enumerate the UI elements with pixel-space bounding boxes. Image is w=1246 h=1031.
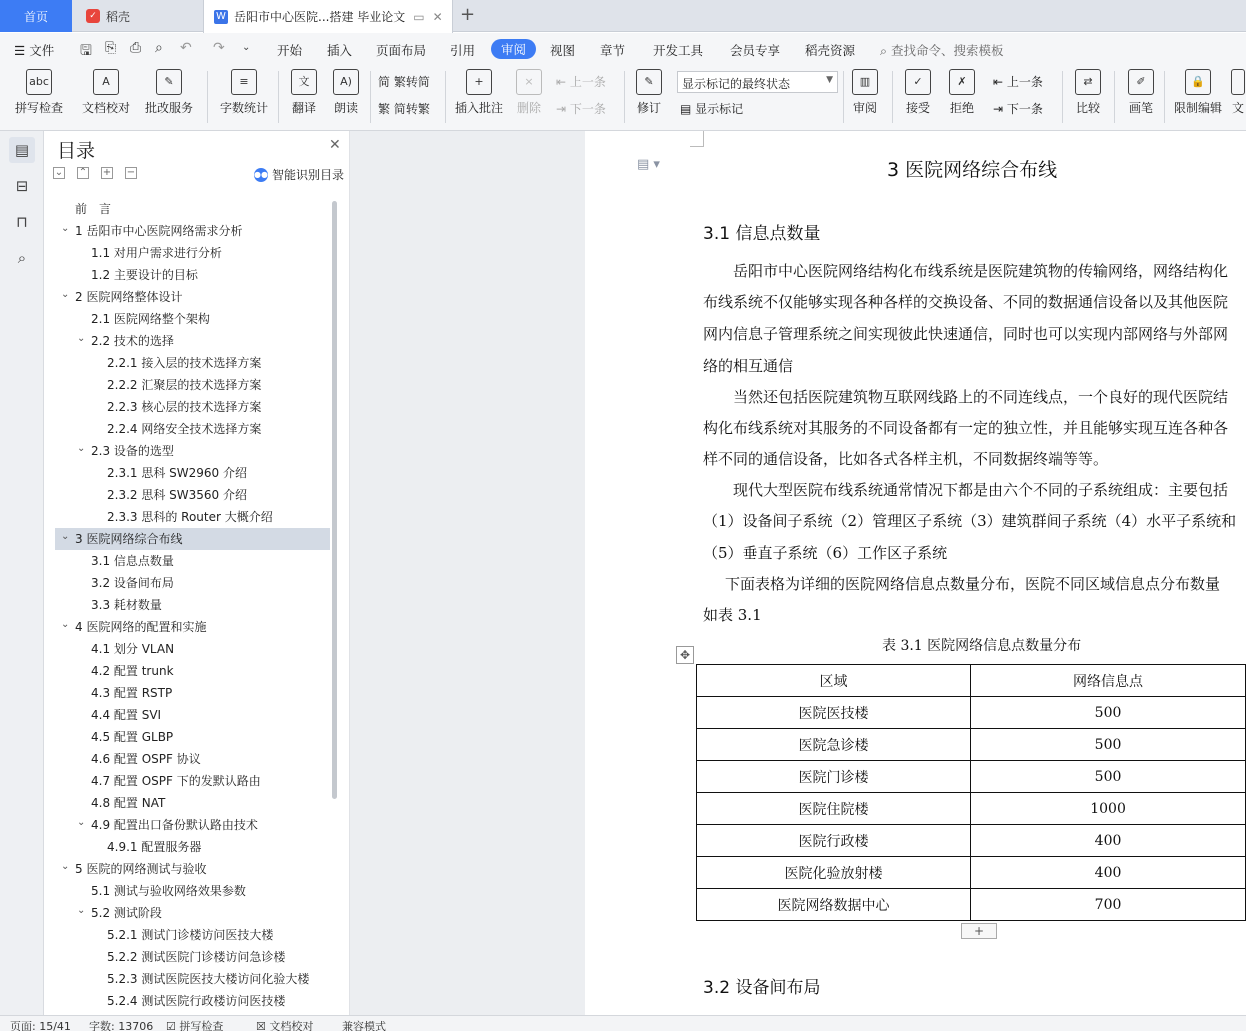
simp-to-trad-button[interactable]: [378, 100, 430, 117]
prev-change-label: 上一条: [1006, 75, 1043, 89]
table-cell[interactable]: 医院行政楼: [697, 825, 971, 857]
reject-label: 拒绝: [949, 101, 974, 115]
restrict-edit-label: 限制编辑: [1173, 101, 1222, 115]
table-cell[interactable]: 1000: [971, 793, 1246, 825]
menu-resources[interactable]: 稻壳资源: [805, 43, 856, 58]
search-icon: ⌕: [880, 43, 891, 58]
tab-home[interactable]: [0, 0, 72, 32]
table-cell[interactable]: 500: [971, 729, 1246, 761]
toc-icon[interactable]: ▤: [9, 137, 35, 163]
chevron-down-icon[interactable]: ⌄: [242, 42, 251, 53]
reject-icon: ✗: [949, 69, 975, 95]
table-cell[interactable]: 医院网络数据中心: [697, 889, 971, 921]
translate-button[interactable]: [286, 69, 322, 116]
toc-item[interactable]: [55, 528, 330, 550]
toc-item[interactable]: [55, 682, 330, 704]
divider: [892, 71, 893, 123]
menu-bar: [0, 33, 1246, 63]
toc-item[interactable]: [55, 924, 330, 946]
divider: [207, 71, 208, 123]
show-marks-label: 显示标记: [695, 102, 744, 116]
trad-to-simp-button[interactable]: [378, 73, 430, 90]
workspace-gutter: [350, 131, 585, 1015]
expand-toggle-icon[interactable]: ⌄: [77, 905, 86, 916]
divider: [370, 71, 371, 123]
divider: [624, 71, 625, 123]
toc-item-label: 2 医院网络整体设计: [75, 290, 183, 304]
tab-home-label: 首页: [23, 9, 48, 24]
show-marks-icon: ▤: [680, 102, 696, 116]
spellcheck-label: 拼写检查: [14, 101, 63, 115]
table-row: [697, 889, 1246, 921]
paragraph-line: （1）设备间子系统（2）管理区子系统（3）建筑群间子系统（4）水平子系统和: [703, 512, 1237, 530]
toc-item-label: 2.1 医院网络整个架构: [91, 312, 210, 326]
paragraph-line: 样不同的通信设备，比如各式各样主机，不同数据终端等等。: [703, 450, 1109, 468]
toc-item-label: 2.2 技术的选择: [91, 334, 174, 348]
toc-item-label: 2.2.1 接入层的技术选择方案: [107, 356, 262, 370]
table-row: [697, 697, 1246, 729]
proofread-icon: A: [93, 69, 119, 95]
table-cell[interactable]: 医院急诊楼: [697, 729, 971, 761]
toc-item[interactable]: [55, 616, 330, 638]
review-pane-label: 审阅: [852, 101, 877, 115]
toc-item[interactable]: [55, 836, 330, 858]
toc-title: 目录: [57, 140, 96, 162]
insert-comment-button[interactable]: [452, 69, 506, 116]
add-item-icon[interactable]: +: [102, 167, 112, 178]
divider: [1062, 71, 1063, 123]
expand-toggle-icon[interactable]: ⌄: [77, 333, 86, 344]
toc-item-label: 3.2 设备间布局: [91, 576, 174, 590]
toc-item-label: 3.1 信息点数量: [91, 554, 174, 568]
table-cell[interactable]: 500: [971, 761, 1246, 793]
batch-label: 批改服务: [144, 101, 193, 115]
restrict-edit-button[interactable]: [1170, 69, 1226, 116]
toc-item-label: 3 医院网络综合布线: [75, 532, 183, 546]
new-tab-button[interactable]: +: [460, 4, 476, 25]
info-point-table: [696, 664, 1246, 921]
trad-icon: 简: [378, 75, 394, 89]
toc-item[interactable]: [55, 594, 330, 616]
toc-item-label: 前 言: [75, 202, 112, 216]
batch-icon: ✎: [156, 69, 182, 95]
paragraph-line: 岳阳市中心医院网络结构化布线系统是医院建筑物的传输网络，网络结构化: [733, 262, 1229, 280]
toc-item-label: 2.3.2 思科 SW3560 介绍: [107, 488, 247, 502]
revise-icon: ✎: [636, 69, 662, 95]
checkbox-icon: ☑: [166, 1020, 180, 1031]
next-change-icon: ⇥: [993, 102, 1007, 116]
toc-item-label: 1.2 主要设计的目标: [91, 268, 198, 282]
toc-item[interactable]: [55, 792, 330, 814]
expand-toggle-icon[interactable]: ⌄: [77, 443, 86, 454]
divider: [843, 71, 844, 123]
toc-item[interactable]: [55, 968, 330, 990]
accept-label: 接受: [905, 101, 930, 115]
toc-item[interactable]: [55, 418, 330, 440]
toc-item[interactable]: [55, 704, 330, 726]
toc-item[interactable]: [55, 902, 330, 924]
toc-item[interactable]: [55, 352, 330, 374]
file-menu[interactable]: [14, 41, 54, 59]
table-cell[interactable]: 医院医技楼: [697, 697, 971, 729]
compare-label: 比较: [1075, 101, 1100, 115]
table-caption: 表 3.1 医院网络信息点数量分布: [882, 638, 1082, 654]
toc-item-label: 4 医院网络的配置和实施: [75, 620, 207, 634]
show-marks-button[interactable]: [680, 100, 743, 117]
word-count[interactable]: 字数: 13706: [89, 1020, 154, 1031]
doc-proof-button[interactable]: [80, 69, 132, 116]
toc-item[interactable]: [55, 242, 330, 264]
divider: [1114, 71, 1115, 123]
toc-item-label: 2.2.2 汇聚层的技术选择方案: [107, 378, 262, 392]
save-icon[interactable]: 🖫: [80, 43, 92, 59]
lock-icon: 🔒: [1185, 69, 1211, 95]
wordcount-icon: ≡: [231, 69, 257, 95]
bookmark-icon[interactable]: ⊓: [16, 213, 28, 231]
menu-review[interactable]: 审阅: [491, 39, 536, 59]
paragraph-options-icon[interactable]: ▤ ▾: [637, 157, 660, 172]
paragraph-line: 当然还包括医院建筑物互联网线路上的不同连线点，一个良好的现代医院结: [733, 388, 1229, 406]
read-aloud-label: 朗读: [333, 101, 358, 115]
review-pane-button[interactable]: [848, 69, 882, 116]
spellcheck-icon: abc: [26, 69, 52, 95]
preview-icon[interactable]: ⌕: [155, 40, 163, 56]
next-icon: ⇥: [556, 102, 570, 116]
revise-button[interactable]: [630, 69, 668, 116]
wordcount-button[interactable]: [218, 69, 270, 116]
toc-item[interactable]: [55, 726, 330, 748]
prev-change-button[interactable]: [993, 73, 1043, 90]
table-header-cell[interactable]: 网络信息点: [971, 665, 1246, 697]
menu-view[interactable]: 视图: [550, 43, 576, 58]
toc-item[interactable]: [55, 660, 330, 682]
toc-item-label: 4.1 划分 VLAN: [91, 642, 175, 656]
prev-comment-label: 上一条: [569, 75, 606, 89]
toc-item-label: 5 医院的网络测试与验收: [75, 862, 207, 876]
paragraph-line: 络的相互通信: [703, 357, 794, 375]
command-search-label: 查找命令、搜索模板: [890, 43, 1004, 58]
translate-label: 翻译: [291, 101, 316, 115]
expand-toggle-icon[interactable]: ⌄: [61, 531, 70, 542]
window-icon[interactable]: ▭: [413, 9, 425, 24]
tab-document-label: 岳阳市中心医院...搭建 毕业论文: [234, 10, 406, 24]
toc-item-label: 4.9.1 配置服务器: [107, 840, 202, 854]
remove-item-icon[interactable]: −: [126, 167, 136, 178]
menu-layout[interactable]: 页面布局: [376, 43, 427, 58]
markup-state-select[interactable]: [677, 71, 838, 93]
paragraph-line: 构化布线系统对其服务的不同设备都有一定的独立性，并且能够实现互连各种各: [703, 419, 1229, 437]
toc-item-label: 5.2.4 测试医院行政楼访问医技楼: [107, 994, 286, 1008]
search-icon[interactable]: ⌕: [17, 249, 27, 267]
collapse-level-icon[interactable]: ⌄: [54, 167, 64, 178]
paragraph-line: （5）垂直子系统（6）工作区子系统: [703, 544, 948, 562]
status-spellcheck[interactable]: [166, 1018, 223, 1031]
toc-item-label: 2.2.3 核心层的技术选择方案: [107, 400, 262, 414]
menu-devtools[interactable]: 开发工具: [653, 43, 704, 58]
table-cell[interactable]: 医院住院楼: [697, 793, 971, 825]
status-proofread[interactable]: [256, 1018, 313, 1031]
toc-item-label: 2.3 设备的选型: [91, 444, 174, 458]
section-heading: 3.1 信息点数量: [703, 224, 821, 244]
menu-member[interactable]: 会员专享: [730, 43, 781, 58]
toc-item-label: 2.2.4 网络安全技术选择方案: [107, 422, 262, 436]
chapter-heading: 3 医院网络综合布线: [887, 159, 1058, 181]
toc-item[interactable]: [55, 220, 330, 242]
ribbon-toolbar: [0, 63, 1246, 131]
hamburger-icon: ☰: [14, 43, 30, 58]
trad-label: 繁转简: [393, 75, 430, 89]
move-table-icon[interactable]: ✥: [676, 646, 694, 664]
table-cell[interactable]: 500: [971, 697, 1246, 729]
toc-item-label: 4.5 配置 GLBP: [91, 730, 174, 744]
doc-proof-label: 文档校对: [81, 101, 130, 115]
simp-label: 简转繁: [393, 102, 430, 116]
prev-comment-button[interactable]: [556, 73, 606, 90]
toc-item-label: 5.2.2 测试医院门诊楼访问急诊楼: [107, 950, 286, 964]
toc-item[interactable]: [55, 198, 330, 220]
menu-start[interactable]: 开始: [277, 43, 303, 58]
side-icon-bar: [0, 131, 44, 1015]
comment-delete-icon: ×: [516, 69, 542, 95]
toc-item-label: 4.2 配置 trunk: [91, 664, 174, 678]
insert-comment-label: 插入批注: [454, 101, 503, 115]
status-bar: [0, 1015, 1246, 1031]
prev-icon: ⇤: [556, 75, 570, 89]
status-spellcheck-label: 拼写检查: [179, 1020, 224, 1031]
daoke-icon: ✓: [86, 9, 100, 23]
spellcheck-button[interactable]: [10, 69, 68, 116]
menu-chapter[interactable]: 章节: [600, 43, 626, 58]
toc-item[interactable]: [55, 330, 330, 352]
toc-item-label: 5.2.3 测试医院医技大楼访问化验大楼: [107, 972, 310, 986]
close-icon[interactable]: ✕: [432, 9, 443, 24]
next-change-button[interactable]: [993, 100, 1043, 117]
table-row: [697, 825, 1246, 857]
menu-insert[interactable]: 插入: [327, 43, 353, 58]
toc-item-label: 2.3.3 思科的 Router 大概介绍: [107, 510, 273, 524]
accept-icon: ✓: [905, 69, 931, 95]
close-icon[interactable]: ✕: [329, 137, 341, 153]
expand-toggle-icon[interactable]: ⌄: [61, 861, 70, 872]
table-row: [697, 729, 1246, 761]
divider: [278, 71, 279, 123]
expand-toggle-icon[interactable]: ⌄: [61, 619, 70, 630]
wordcount-label: 字数统计: [219, 101, 268, 115]
redo-icon[interactable]: ↷: [213, 40, 225, 56]
document-icon: [1231, 69, 1245, 95]
file-menu-label: 文件: [29, 43, 55, 58]
toc-item-label: 3.3 耗材数量: [91, 598, 162, 612]
toc-item[interactable]: [55, 506, 330, 528]
toc-item[interactable]: [55, 440, 330, 462]
toc-item[interactable]: [55, 880, 330, 902]
translate-icon: 文: [291, 69, 317, 95]
doc-permission-button[interactable]: [1230, 69, 1246, 116]
pen-button[interactable]: [1124, 69, 1158, 116]
toc-item-label: 4.4 配置 SVI: [91, 708, 162, 722]
table-cell[interactable]: 400: [971, 825, 1246, 857]
accept-button[interactable]: [900, 69, 936, 116]
section-heading: 3.2 设备间布局: [703, 978, 821, 998]
compare-icon: ⇄: [1075, 69, 1101, 95]
paragraph-line: 如表 3.1: [703, 606, 762, 624]
batch-service-button[interactable]: [140, 69, 198, 116]
toc-item[interactable]: [55, 770, 330, 792]
smart-toc-label: 智能识别目录: [272, 168, 345, 182]
delete-comment-button[interactable]: [510, 69, 548, 116]
markup-state-value: 显示标记的最终状态: [682, 77, 791, 91]
toc-item[interactable]: [55, 484, 330, 506]
tab-daoke-label: 稻壳: [106, 9, 131, 24]
command-search[interactable]: [880, 41, 1004, 59]
table-row: [697, 793, 1246, 825]
toc-item[interactable]: [55, 814, 330, 836]
delete-comment-label: 删除: [516, 101, 541, 115]
chapter-nav-icon[interactable]: ⊟: [15, 177, 29, 195]
doc-permission-label: 文: [1231, 101, 1244, 115]
compare-button[interactable]: [1068, 69, 1108, 116]
export-icon[interactable]: ⎘: [105, 40, 117, 56]
toc-item[interactable]: [55, 462, 330, 484]
next-change-label: 下一条: [1006, 102, 1043, 116]
menu-reference[interactable]: 引用: [450, 43, 476, 58]
read-aloud-button[interactable]: [330, 69, 362, 116]
chevron-down-icon: ▼: [826, 75, 833, 85]
toc-item[interactable]: [55, 396, 330, 418]
toc-item-label: 4.6 配置 OSPF 协议: [91, 752, 201, 766]
undo-icon[interactable]: ↶: [180, 40, 192, 56]
ai-icon: ●●: [254, 168, 268, 182]
table-row: [697, 857, 1246, 889]
next-comment-label: 下一条: [569, 102, 606, 116]
toc-item-label: 4.7 配置 OSPF 下的发默认路由: [91, 774, 261, 788]
print-icon[interactable]: ⎙: [130, 40, 142, 56]
status-proofread-label: 文档校对: [269, 1020, 314, 1031]
paragraph-line: 网内信息子管理系统之间实现彼此快速通信，同时也可以实现内部网络与外部网: [703, 325, 1229, 343]
next-comment-button[interactable]: [556, 100, 606, 117]
toc-item-label: 4.3 配置 RSTP: [91, 686, 173, 700]
toc-item[interactable]: [55, 550, 330, 572]
divider: [1164, 71, 1165, 123]
comment-add-icon: +: [466, 69, 492, 95]
paragraph-line: 下面表格为详细的医院网络信息点数量分布，医院不同区域信息点分布数量: [725, 575, 1221, 593]
toc-item[interactable]: [55, 990, 330, 1012]
toc-item[interactable]: [55, 308, 330, 330]
expand-toggle-icon[interactable]: ⌄: [61, 289, 70, 300]
toc-item[interactable]: [55, 748, 330, 770]
toc-item-label: 5.2.1 测试门诊楼访问医技大楼: [107, 928, 274, 942]
paragraph-line: 现代大型医院布线系统通常情况下都是由六个不同的子系统组成：主要包括: [733, 481, 1229, 499]
toc-item[interactable]: [55, 946, 330, 968]
expand-toggle-icon[interactable]: ⌄: [77, 817, 86, 828]
tab-bar: [0, 0, 1246, 32]
page-indicator[interactable]: 页面: 15/41: [10, 1020, 71, 1031]
tab-document[interactable]: [203, 0, 453, 33]
speaker-icon: A): [333, 69, 359, 95]
toc-item-label: 4.8 配置 NAT: [91, 796, 166, 810]
pen-icon: ✐: [1128, 69, 1154, 95]
pen-label: 画笔: [1128, 101, 1153, 115]
table-row: [697, 761, 1246, 793]
toc-item-label: 4.9 配置出口备份默认路由技术: [91, 818, 258, 832]
table-cell[interactable]: 700: [971, 889, 1246, 921]
toc-item[interactable]: [55, 264, 330, 286]
toc-item-label: 2.3.1 思科 SW2960 介绍: [107, 466, 247, 480]
table-header-row: [697, 665, 1246, 697]
toc-item[interactable]: [55, 374, 330, 396]
document-page[interactable]: [585, 131, 1246, 1015]
expand-toggle-icon[interactable]: ⌄: [61, 223, 70, 234]
add-row-button[interactable]: +: [961, 923, 997, 939]
expand-level-icon[interactable]: ⌃: [78, 167, 88, 178]
toc-item[interactable]: [55, 858, 330, 880]
table-cell[interactable]: 医院化验放射楼: [697, 857, 971, 889]
tab-daoke[interactable]: [76, 0, 198, 32]
proofread-icon: ☒: [256, 1020, 270, 1031]
toc-item-label: 1 岳阳市中心医院网络需求分析: [75, 224, 243, 238]
page-corner-mark: [690, 131, 704, 147]
paragraph-line: 布线系统不仅能够实现各种各样的交换设备、不同的数据通信设备以及其他医院: [703, 293, 1229, 311]
simp-icon: 繁: [378, 102, 394, 116]
divider: [445, 71, 446, 123]
revise-label: 修订: [636, 101, 661, 115]
toc-item[interactable]: [55, 286, 330, 308]
compat-mode: 兼容模式: [342, 1020, 386, 1031]
table-header-cell[interactable]: 区域: [697, 665, 971, 697]
toc-item-label: 1.1 对用户需求进行分析: [91, 246, 222, 260]
toc-item[interactable]: [55, 638, 330, 660]
toc-item-label: 5.2 测试阶段: [91, 906, 162, 920]
writer-icon: W: [214, 10, 228, 24]
toc-panel: [44, 131, 350, 1015]
prev-change-icon: ⇤: [993, 75, 1007, 89]
smart-toc-button[interactable]: [254, 166, 344, 183]
toc-scrollbar[interactable]: [332, 201, 337, 799]
toc-item-label: 5.1 测试与验收网络效果参数: [91, 884, 246, 898]
review-pane-icon: ▥: [852, 69, 878, 95]
table-cell[interactable]: 400: [971, 857, 1246, 889]
reject-button[interactable]: [944, 69, 980, 116]
table-cell[interactable]: 医院门诊楼: [697, 761, 971, 793]
toc-item[interactable]: [55, 572, 330, 594]
